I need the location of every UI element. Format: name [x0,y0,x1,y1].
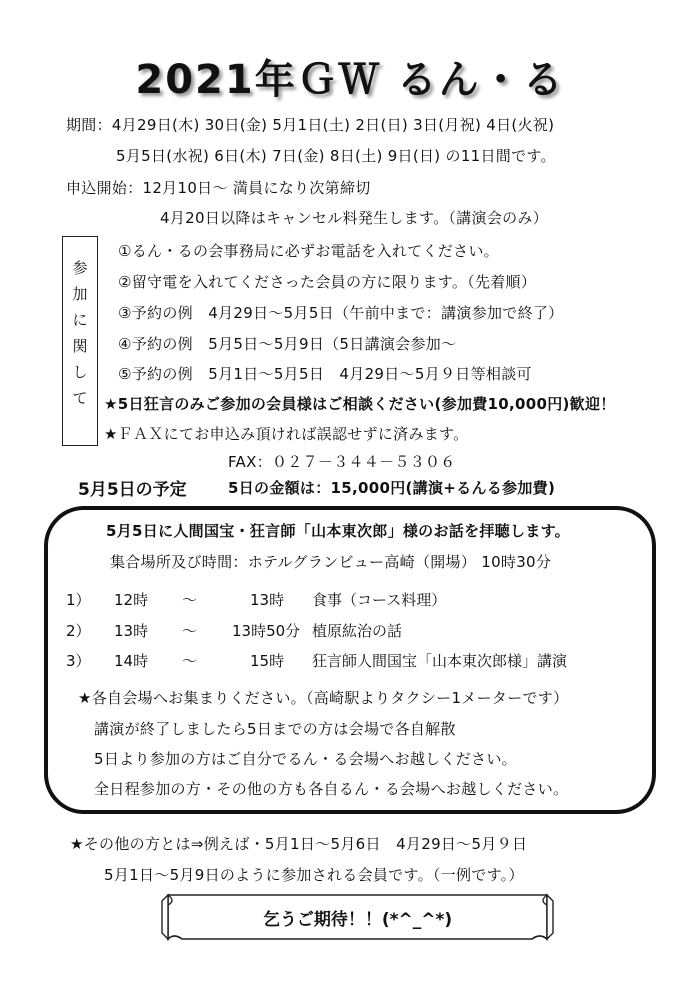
banner-text: 乞うご期待！！(*^_^*) [262,910,453,930]
fax-note: ★ＦＡＸにてお申込み頂ければ誤認せずに済みます。 [104,425,469,443]
side-label-char: て [72,389,88,407]
fax-number: FAX：０２７－３４４－５３０６ [228,453,456,471]
schedule-end: 13時50分 [232,622,301,640]
venue-time: 集合場所及び時間：ホテルグランビュー高崎（開場） 10時30分 [110,553,552,571]
may5-box-title: 5月5日に人間国宝・狂言師「山本東次郎」様のお話を拝聴します。 [106,522,570,540]
schedule-end: 13時 [250,591,285,609]
side-label-char: に [72,311,88,329]
schedule-sep: ～ [182,652,198,670]
schedule-number: 2） [66,622,91,640]
gathering-note: ★各自会場へお集まりください。（高崎駅よりタクシー1メーターです） [78,689,569,707]
side-label-char: 参 [72,259,88,277]
page-title: 2021年ＧＷ るん・る [135,57,565,103]
period-line-1: 期間：4月29日(木) 30日(金) 5月1日(土) 2日(日) 3日(月祝) 4日(火祝) [66,116,555,134]
participation-item: ①るん・るの会事務局に必ずお電話を入れてください。 [118,242,499,260]
from-5th-note: 5日より参加の方はご自分でるん・る会場へお越しください。 [94,750,517,768]
kyogen-only-note: ★5日狂言のみご参加の会員様はご相談ください(参加費10,000円)歓迎！ [104,395,616,413]
participation-item: ③予約の例 4月29日～5月5日（午前中まで：講演参加で終了） [118,304,564,322]
schedule-desc: 狂言師人間国宝「山本東次郎様」講演 [312,652,568,670]
may5-fee: 5日の金額は：15,000円(講演+るんる参加費) [228,479,556,497]
schedule-start: 14時 [114,652,149,670]
schedule-sep: ～ [182,591,198,609]
side-label-char: 関 [72,337,88,355]
all-days-note: 全日程参加の方・その他の方も各自るん・る会場へお越しください。 [94,780,569,798]
side-label-char: 加 [72,285,88,303]
schedule-end: 15時 [250,652,285,670]
schedule-desc: 植原紘治の話 [312,622,403,640]
may5-heading: 5月5日の予定 [78,480,187,500]
schedule-start: 13時 [114,622,149,640]
period-line-2: 5月5日(水祝) 6日(木) 7日(金) 8日(土) 9日(日) の11日間です。 [116,147,556,165]
dismissal-note: 講演が終了しましたら5日までの方は会場で各自解散 [94,720,456,738]
schedule-number: 3） [66,652,91,670]
others-line-2: 5月1日～5月9日のように参加される会員です。（一例です。） [104,866,524,884]
participation-item: ⑤予約の例 5月1日～5月5日 4月29日～5月９日等相談可 [118,365,532,383]
cancellation-note: 4月20日以降はキャンセル料発生します。（講演会のみ） [160,209,549,227]
application-start: 申込開始：12月10日～ 満員になり次第締切 [66,179,371,197]
participation-item: ②留守電を入れてくださった会員の方に限ります。（先着順） [118,273,537,291]
side-label-char: し [72,363,88,381]
participation-side-label [62,236,98,446]
schedule-start: 12時 [114,591,149,609]
participation-item: ④予約の例 5月5日～5月9日（5日講演会参加～ [118,335,457,353]
schedule-sep: ～ [182,622,198,640]
schedule-desc: 食事（コース料理） [312,591,447,609]
others-line-1: ★その他の方とは⇒例えば・5月1日～5月6日 4月29日～5月９日 [70,835,528,853]
schedule-number: 1） [66,591,91,609]
